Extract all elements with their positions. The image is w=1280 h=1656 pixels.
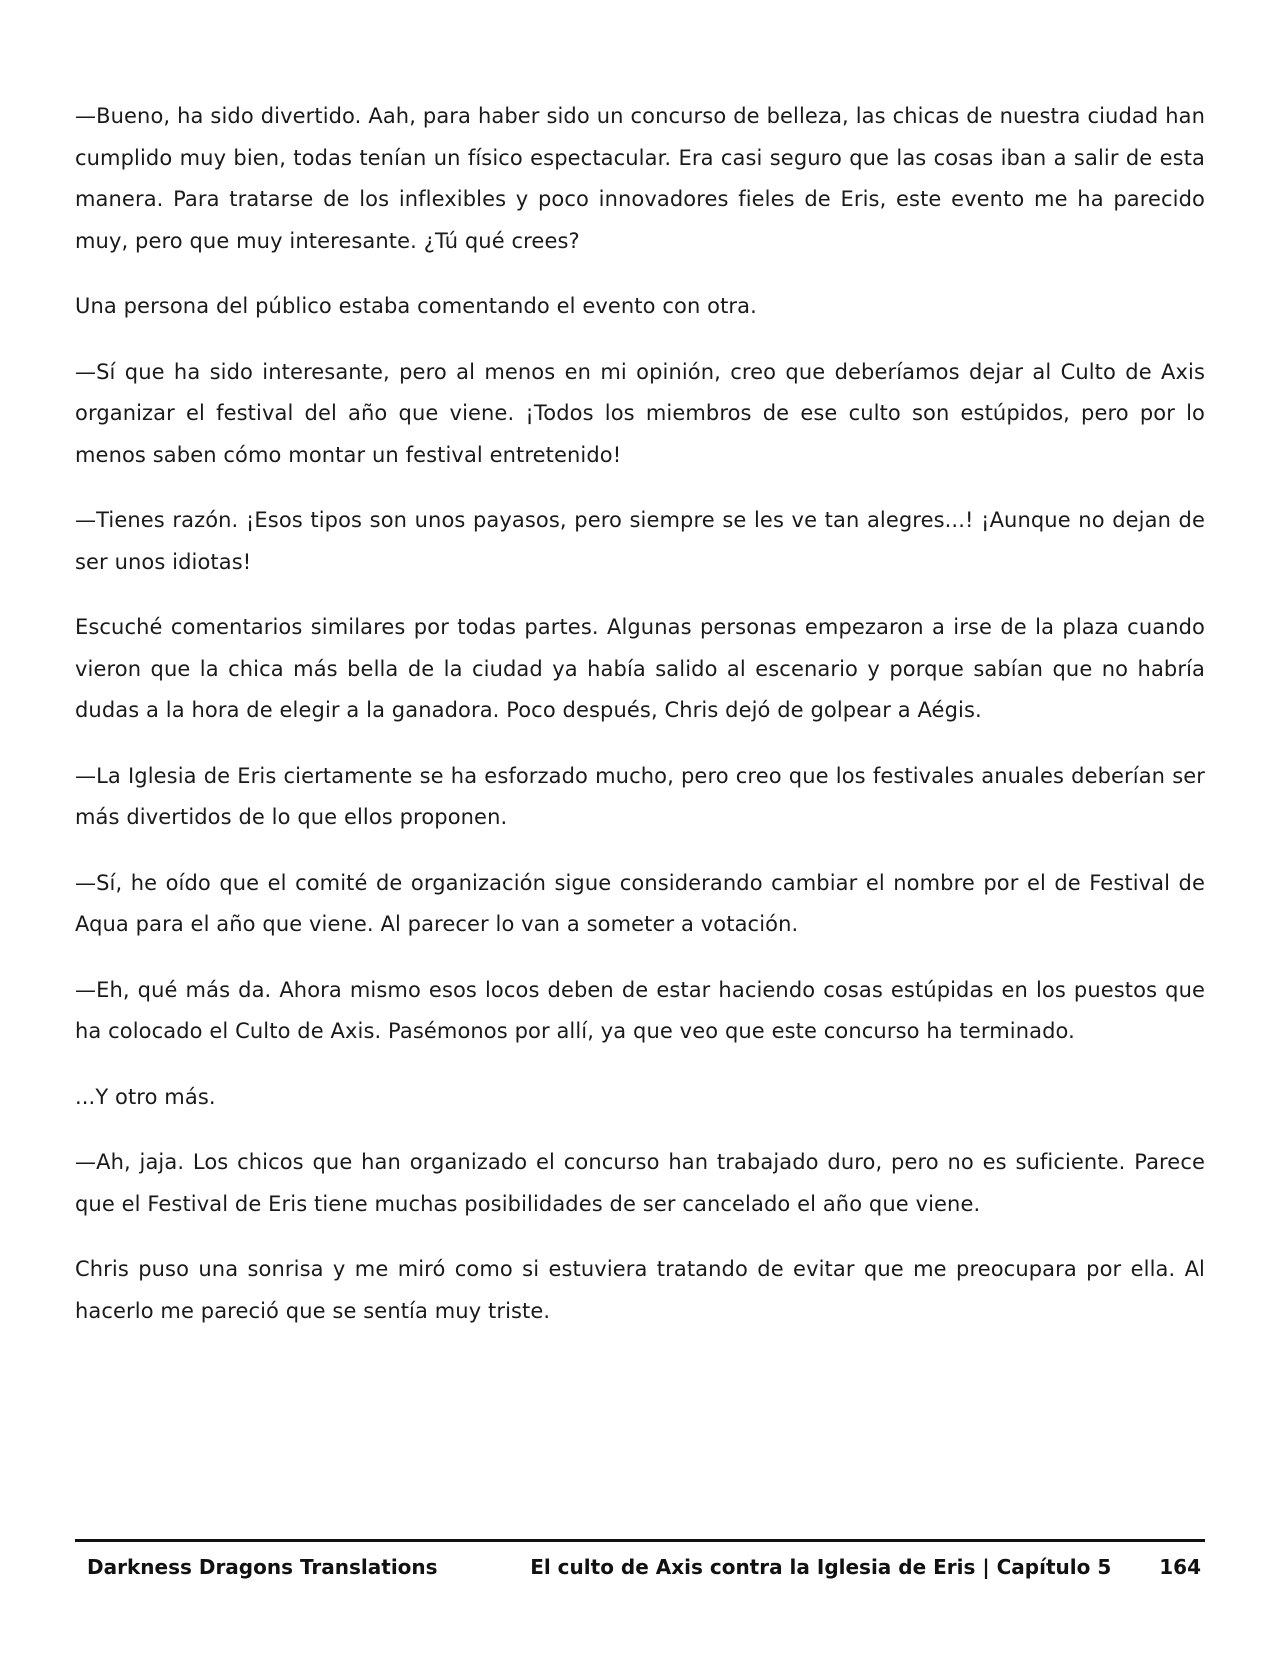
page-body xyxy=(75,96,1205,1356)
paragraph: —Ah, jaja. Los chicos que han organizado el concurso han trabajado duro, pero no es suficiente. Parece que el Festival de Eris tiene muchas posibilidades de ser cancelado el año que viene. xyxy=(75,1150,1205,1216)
paragraph: Una persona del público estaba comentando el evento con otra. xyxy=(75,294,757,318)
footer-divider xyxy=(75,1539,1205,1542)
paragraph: ...Y otro más. xyxy=(75,1084,216,1109)
paragraph: Chris puso una sonrisa y me miró como si estuviera tratando de evitar que me preocupara por ella. Al hacerlo me pareció que se sentía muy triste. xyxy=(75,1257,1205,1323)
page-number: 164 xyxy=(1159,1555,1201,1579)
translator-group: Darkness Dragons Translations xyxy=(87,1555,438,1579)
paragraph: Escuché comentarios similares por todas partes. Algunas personas empezaron a irse de la plaza cuando vieron que la chica más bella de la ciudad ya había salido al escenario y porque sabían que no habría dudas a la hora de elegir a la ganadora. Poco después, Chris dejó de golpear a Aégis. xyxy=(75,615,1205,722)
chapter-title: El culto de Axis contra la Iglesia de Eris | Capítulo 5 xyxy=(530,1555,1112,1579)
paragraph: —La Iglesia de Eris ciertamente se ha esforzado mucho, pero creo que los festivales anuales deberían ser más divertidos de lo que ellos proponen. xyxy=(75,763,1205,829)
paragraph: —Sí que ha sido interesante, pero al menos en mi opinión, creo que deberíamos dejar al Culto de Axis organizar el festival del año que viene. ¡Todos los miembros de ese culto son estúpidos, pero por lo menos saben cómo montar un festival entretenido! xyxy=(75,359,1205,467)
paragraph: —Eh, qué más da. Ahora mismo esos locos deben de estar haciendo cosas estúpidas en los puestos que ha colocado el Culto de Axis. Pasémonos por allí, ya que veo que este concurso ha terminado. xyxy=(75,977,1205,1043)
footer-right xyxy=(530,1555,1201,1579)
paragraph: —Tienes razón. ¡Esos tipos son unos payasos, pero siempre se les ve tan alegres...! ¡Aunque no dejan de ser unos idiotas! xyxy=(75,508,1205,574)
paragraph: —Bueno, ha sido divertido. Aah, para haber sido un concurso de belleza, las chicas de nuestra ciudad han cumplido muy bien, todas tenían un físico espectacular. Era casi seguro que las cosas iban a salir de esta manera. Para tratarse de los inflexibles y poco innovadores fieles de Eris, este evento me ha parecido muy, pero que muy interesante. ¿Tú qué crees? xyxy=(75,104,1205,253)
paragraph: —Sí, he oído que el comité de organización sigue considerando cambiar el nombre por el de Festival de Aqua para el año que viene. Al parecer lo van a someter a votación. xyxy=(75,870,1205,936)
page-footer xyxy=(75,1551,1205,1587)
